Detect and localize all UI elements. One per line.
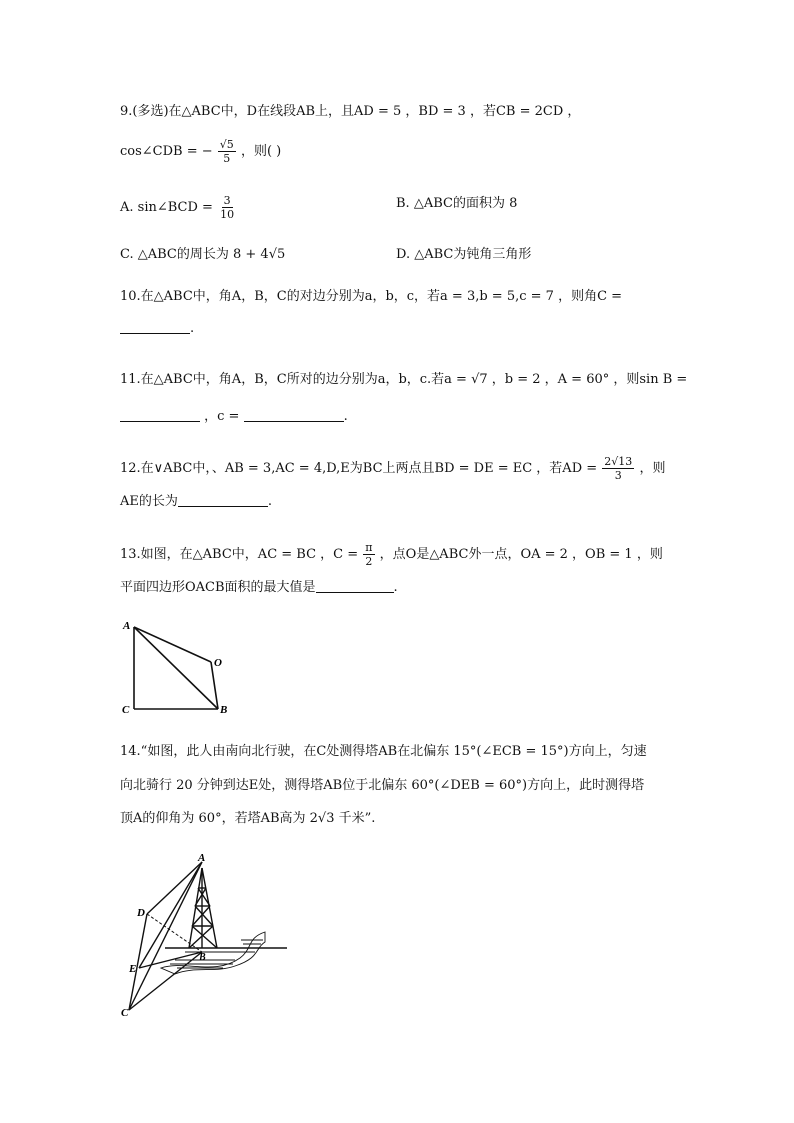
q14-label-b: B — [199, 952, 206, 963]
q14-label-d: D — [137, 907, 145, 919]
q14-line-dc — [129, 914, 147, 1010]
q13-label-c: C — [122, 704, 130, 716]
q13-line2 — [120, 578, 398, 598]
q9-line2-suffix: ，则( ) — [240, 144, 282, 159]
q13-answer-blank[interactable] — [316, 578, 394, 593]
q9-fraction-num: √5 — [219, 138, 234, 151]
q9-option-a-den: 10 — [220, 208, 235, 221]
q13-label-o: O — [214, 657, 222, 669]
q14-water — [161, 932, 265, 974]
q12-fraction-den: 3 — [614, 469, 622, 482]
q13-label-a: A — [123, 620, 131, 632]
q12-line2 — [120, 492, 272, 512]
q13-line2-end: . — [393, 580, 398, 595]
q12-fraction-num: 2√13 — [604, 455, 633, 468]
q14-line-ad — [147, 862, 202, 914]
q12-line2-prefix: AE的长为 — [120, 494, 178, 509]
q10-answer-blank[interactable] — [120, 319, 190, 334]
q13-line1-prefix: 13.如图，在△ABC中，AC = BC ，C = — [120, 547, 359, 562]
q12-line2-end: . — [267, 494, 273, 509]
q13-edge-ab — [134, 627, 218, 709]
q11-sinb-blank[interactable] — [120, 407, 200, 422]
q11-line2-end: . — [343, 409, 348, 424]
q9-line2-prefix: cos∠CDB = − — [120, 144, 213, 159]
q13-edge-ob — [211, 662, 218, 709]
q10-line2-suffix: . — [190, 321, 195, 336]
q14-line2: 向北骑行 20 分钟到达E处，测得塔AB位于北偏东 60°(∠DEB = 60°)方向上，此时测得塔 — [120, 778, 645, 793]
q9-line1: 9.(多选)在△ABC中，D在线段AB上，且AD = 5 ，BD = 3 ，若CB = 2CD ， — [120, 104, 581, 119]
q9-option-a-prefix: A. sin∠BCD = — [120, 200, 213, 215]
q9-option-a — [120, 194, 237, 221]
q12-line1 — [120, 455, 665, 482]
q14-label-e: E — [129, 963, 137, 975]
q14-line3: 顶A的仰角为 60°，若塔AB高为 2√3 千米”. — [120, 811, 376, 826]
q9-fraction-den: 5 — [223, 152, 231, 165]
q9-option-b: B. △ABC的面积为 8 — [396, 196, 518, 211]
q12-line1-suffix: ，则 — [639, 461, 666, 476]
q13-edge-ao — [134, 627, 211, 662]
q10-line1: 10.在△ABC中，角A，B，C的对边分别为a，b，c，若a = 3,b = 5,c = 7 ，则角C = — [120, 289, 623, 304]
q13-line1-suffix: ，点O是△ABC外一点，OA = 2 ，OB = 1 ，则 — [379, 547, 663, 562]
q11-line1: 11.在△ABC中，角A，B，C所对的边分别为a，b，c.若a = √7 ，b = 2 ，A = 60° ，则sin B = — [120, 372, 688, 387]
q14-label-a: A — [198, 852, 206, 864]
q13-fraction-num: π — [365, 541, 373, 554]
q12-answer-blank[interactable] — [178, 492, 268, 507]
q11-c-blank[interactable] — [244, 407, 344, 422]
q9-option-d: D. △ABC为钝角三角形 — [396, 247, 532, 262]
q10-line2 — [120, 319, 194, 339]
q14-figure — [115, 848, 295, 1023]
q13-label-b: B — [220, 704, 228, 716]
q11-line2-mid: ，c = — [204, 409, 240, 424]
q12-line1-prefix: 12.在∨ABC中，、AB = 3,AC = 4,D,E为BC上两点且BD = DE = EC ，若AD = — [120, 461, 598, 476]
q9-option-c: C. △ABC的周长为 8 + 4√5 — [120, 247, 286, 262]
q13-line1 — [120, 541, 663, 568]
q12-fraction — [602, 455, 634, 482]
q13-figure — [115, 615, 235, 720]
q13-fraction — [363, 541, 374, 568]
q14-label-c: C — [121, 1007, 129, 1019]
q9-option-a-fraction — [218, 194, 236, 221]
q14-line1: 14.“如图，此人由南向北行驶，在C处测得塔AB在北偏东 15°(∠ECB = 15°)方向上，匀速 — [120, 744, 647, 759]
q11-line2 — [120, 407, 348, 427]
q9-line2 — [120, 138, 281, 165]
q13-line2-prefix: 平面四边形OACB面积的最大值是 — [120, 580, 316, 595]
q13-fraction-den: 2 — [365, 555, 373, 568]
q9-option-a-num: 3 — [223, 194, 231, 207]
q9-fraction — [218, 138, 236, 165]
